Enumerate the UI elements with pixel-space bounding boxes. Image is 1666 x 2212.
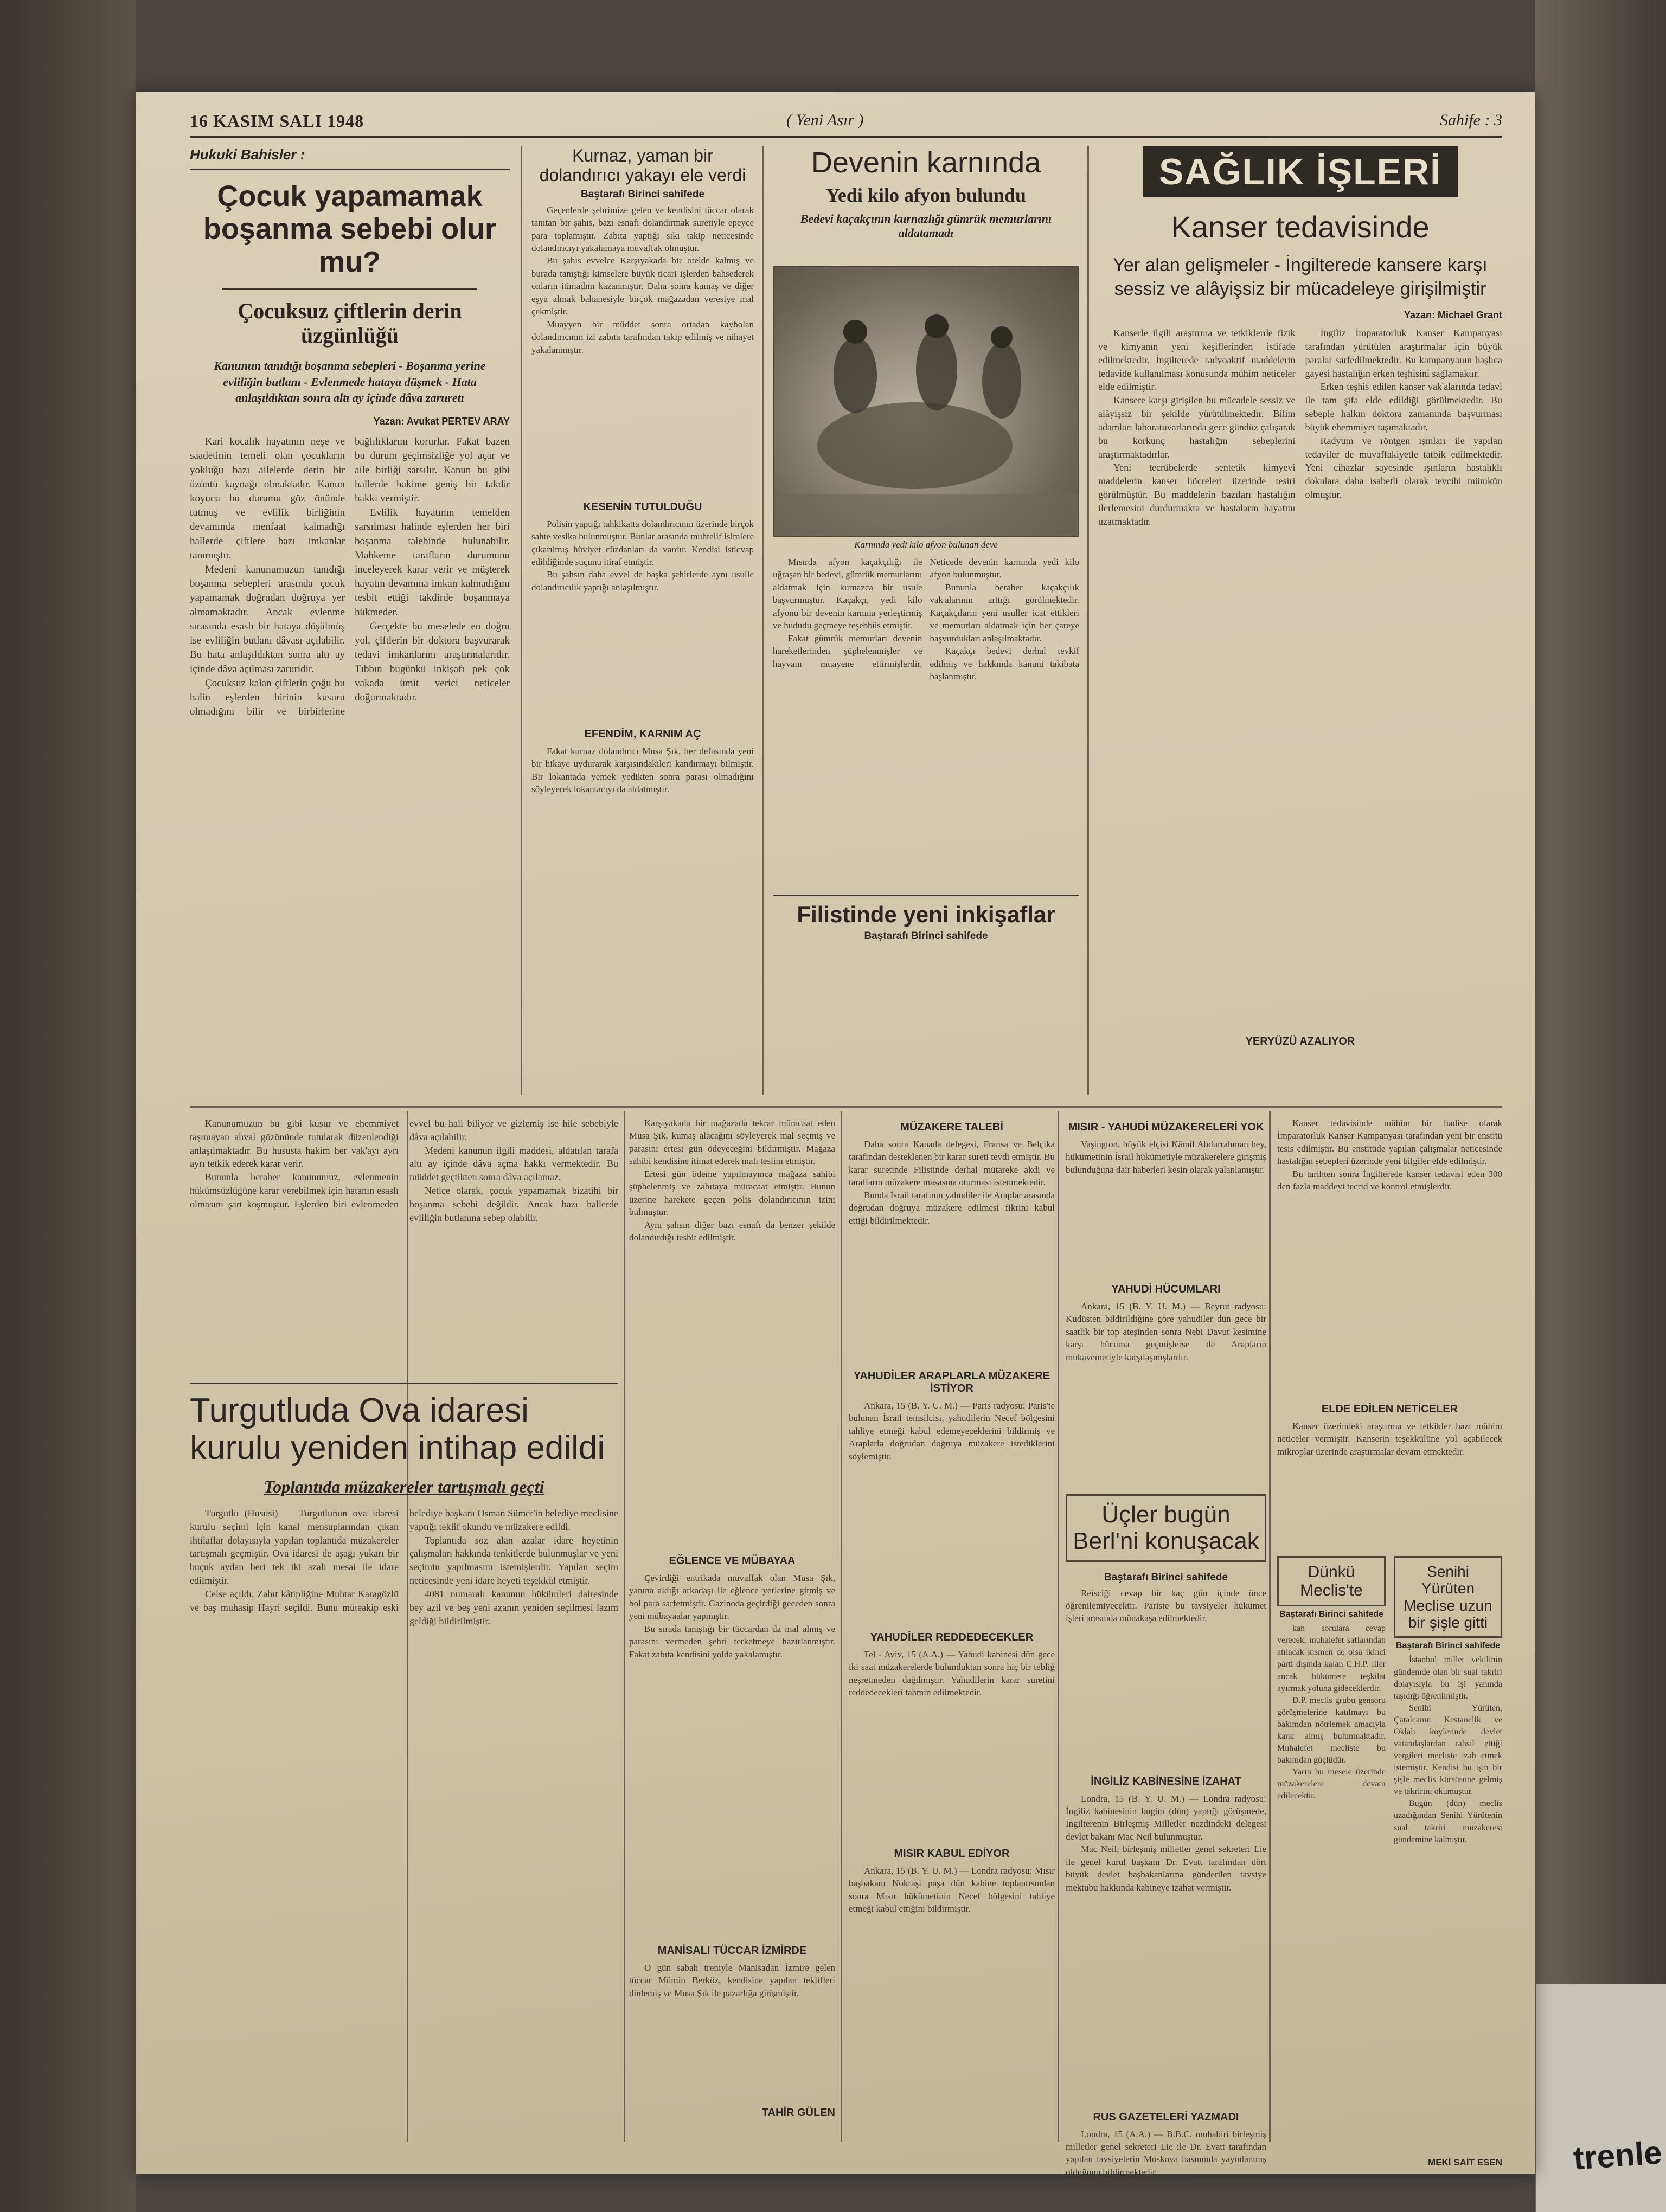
article-signature: MEKİ SAİT ESEN	[1428, 2157, 1502, 2168]
article-kicker: Hukuki Bahisler :	[190, 146, 305, 163]
article-body: Ankara, 15 (B. Y. U. M.) — Paris radyosu: Paris'te bulunan İsrail temsilcisi, yahudilerin Necef bölgesini tahliye etmeği kabul edemeyeceklerini bildirmiş ve Araplarla doğrudan doğruya müzakere istediklerini söylemiştir.	[849, 1400, 1055, 1462]
article-assembly	[1277, 1556, 1386, 2176]
article-body: Turgutlu (Hususi) — Turgutlunun ova idaresi kurulu seçimi için kanal mensuplarından çıkan ihtilaflar dolayısıyla yapılan toplantıda müzakereler tartışmalı geçmiştir. Ova idaresi de aşağı yukarı bir buçuk aydan beri tek iki azalı mesai ile idare edilmiştir. Celse açıldı. Zabıt kâtipliğine Muhtar Karagözlü ve baş muhasip Hayri seçildi. Bunu müteakip eski belediye başkanı Osman Sümer'in belediye meclisine yaptığı teklif okundu ve müzakere edildi. Toplantıda söz alan azalar idare heyetinin çalışmaları hakkında tenkitlerde bulunmuşlar ve yeni seçimin yapılmasını istemişlerdir. Yapılan seçim neticesinde yeni idare heyeti teşekkül etmiştir. 4081 numaralı kanunun hükümleri dairesinde bey azil ve beş yeni azanın yeniden seçilmesi lazım geldiği bildirilmiştir.	[190, 1507, 618, 1626]
article-body: Reisciği cevap bir kaç gün içinde önce öğrenilemiyecektir. Pariste bu tavsiyeler hükümet işleri arasında münakaşa edilmektedir.	[1066, 1587, 1266, 1624]
continued-label: Baştarafı Birinci sahifede	[580, 188, 705, 200]
article-cancer-continued	[1277, 1117, 1502, 1561]
article-swindler-continued	[629, 1117, 835, 2119]
health-section-badge: SAĞLIK İŞLERİ	[1143, 146, 1458, 197]
article-deck: Yer alan gelişmeler - İngilterede kansere karşı sessiz ve alâyişsiz bir mücadeleye girişilmiştir	[1113, 254, 1488, 299]
assembly-headline-box	[1277, 1556, 1386, 1606]
article-body: Londra, 15 (B. Y. U. M.) — Londra radyosu: İngiliz kabinesinin bugün (dün) yaptığı görüşmede, İngilterenin Birleşmiş Milletler nezdindeki delegesi devlet bakanı Mac Neil bulunmuştur. Mac Neil, birleşmiş milletler genel sekreteri Lie ile genel kurul başkanı Dr. Evatt tarafından dört büyük devlet başbakanlarına gönderilen tavsiye mektubu hakkında kabineye izahat vermiştir.	[1066, 1793, 1266, 1893]
article-headline: Turgutluda Ova idaresi kurulu yeniden intihap edildi	[190, 1392, 605, 1467]
subsection-heading: EFENDİM, KARNIM AÇ	[584, 728, 701, 740]
article-body: Kanser tedavisinde mühim bir hadise olarak İmparatorluk Kanser Kampanyası tarafından yeni bir enstitü tesis edilmiştir. Bu enstitüde yapılan çalışmalar neticesinde hastalığın sebepleri üzerinde yeni bilgiler elde edilmiştir. Bu tarihten sonra İngilterede kanser tedavisi eden 300 den fazla maddeyi tecrid ve kontrol etmişlerdir.	[1277, 1118, 1502, 1192]
continued-label: Baştarafı Birinci sahifede	[1279, 1610, 1384, 1619]
subsection-heading: MISIR - YAHUDİ MÜZAKERELERİ YOK	[1068, 1121, 1264, 1133]
article-body: Daha sonra Kanada delegesi, Fransa ve Belçika tarafından desteklenen bir karar sureti tevdi etmiştir. Bu karar suretinde Filistinde derhal mütareke akdi ve tarafların müzakere masasına oturması istenmektedir. Bunda İsrail tarafının yahudiler ile Araplar arasında doğrudan doğruya müzakere edilmesi fikrini kabul ettiği bildirilmektedir.	[849, 1139, 1055, 1226]
page-header	[190, 106, 1502, 138]
camel-photo-illustration	[774, 267, 1079, 537]
article-subheadline: Çocuksuz çiftlerin derin üzgünlüğü	[238, 299, 462, 348]
subsection-heading: YAHUDİLER REDDEDECEKLER	[870, 1631, 1034, 1643]
article-body: Ankara, 15 (B. Y. U. M.) — Beyrut radyosu: Kudüsten bildirildiğine göre yahudiler dün gece bir saatlik bir top ateşinden sonra Nebi Davut kesimine karşı hücuma geçmişlerse de Arapların mukavemetiyle karşılaşmışlardır.	[1066, 1301, 1266, 1362]
article-headline: Filistinde yeni inkişaflar	[797, 902, 1055, 927]
subsection-heading: YAHUDİLER ARAPLARLA MÜZAKERE İSTİYOR	[853, 1370, 1050, 1394]
article-body: kan sorulara cevap verecek, muhalefet saflarından atılacak kısmen de olsa ikinci parti dışında kalan C.H.P. liler ancak hükümete teşkilat ayırmak yoluna gideceklerdir. D.P. meclis grubu gensoru görüşmelerine katılmayı bu bakımdan nötrlemek amacıyla karar almış bulunmaktadır. Muhalefet mecliste bu bakımdan güçlüdür. Yarın bu mesele üzerinde müzakerelere devam edilecektir.	[1277, 1624, 1386, 1801]
continued-label: Baştarafı Birinci sahifede	[1104, 1571, 1228, 1583]
article-body: O gün sabah treniyle Manisadan İzmire gelen tüccar Mümin Berköz, kendisine yapılan teklifleri dinlemiş ve Musa Şık ile pazarlığa girişmiştir.	[629, 1963, 835, 1998]
article-palestine-continued	[849, 1117, 1055, 2027]
article-body: Çevirdiği entrikada muvaffak olan Musa Şık, yanına aldığı arkadaşı ile eğlence yerlerine gitmiş ve bol para sarfetmiştir. Gazinoda geçirdiği geceden sonra yeni mübayaalar yapmıştır. Bu sırada tanıştığı bir tüccardan da mal almış ve parasını vermeden şehri terketmeye hazırlanmıştır. Fakat zabıta kendisini yolda yakalamıştır.	[629, 1573, 835, 1660]
subsection-heading: YAHUDİ HÜCUMLARI	[1111, 1283, 1221, 1295]
berlin-headline-box	[1066, 1494, 1266, 1562]
article-deck: Toplantıda müzakereler tartışmalı geçti	[264, 1476, 544, 1496]
article-deck: Kanunun tanıdığı boşanma sebepleri - Boşanma yerine evliliğin butlanı - Evlenmede hataya düşmek - Hata anlaşıldıktan sonra altı ay içinde dâva zaruretı	[214, 359, 486, 405]
column-rule	[521, 146, 522, 1095]
column-rule	[841, 1111, 842, 2142]
article-swindler	[531, 146, 754, 929]
photo-caption: Karnında yedi kilo afyon bulunan deve	[854, 539, 998, 550]
header-page-number: Sahife : 3	[1440, 111, 1502, 129]
column-rule	[624, 1111, 625, 2142]
subsection-heading: İNGİLİZ KABİNESİNE İZAHAT	[1091, 1775, 1241, 1787]
subsection-heading: MANİSALI TÜCCAR İZMİRDE	[657, 1945, 807, 1957]
article-body: Kanserle ilgili araştırma ve tetkiklerde fizik ve kimyanın yeni keşiflerinden istifade edilmektedir. İngilterede radyoaktif maddelerin tedavide kullanılması konusunda mühim neticeler elde edilmiştir. Kansere karşı girişilen bu mücadele sessiz ve alâyişsiz bir şekilde yürütülmektedir. Bilim adamları laboratuvarlarında gece gündüz çalışarak bu korkunç hastalığın sebeplerini araştırmaktadırlar. Yeni tecrübelerde sentetik kimyevi maddelerin kanser hücreleri üzerinde tesiri görülmüştür. Bu maddelerin bazıları hastalığın ilerlemesini durdurmakta ve hastaların hayatını uzatmaktadır. İngiliz İmparatorluk Kanser Kampanyası tarafından yürütülen araştırmalar için büyük paralar sarfedilmektedir. Bu kampanyanın başlıca gayesi hastalığın erken teşhisini sağlamaktır. Erken teşhis edilen kanser vak'alarında tedavi ile tam şifa elde edildiği görülmektedir. Bu sebeple halkın doktora zamanında başvurması büyük ehemmiyet taşımaktadır. Radyum ve röntgen ışınları ile yapılan tedaviler de muvaffakiyetle tatbik edilmektedir. Yeni cihazlar sayesinde ışınların hastalıklı dokulara daha isabetli olarak tevcihi mümkün olmuştur.	[1098, 327, 1502, 527]
article-body: Londra, 15 (A.A.) — B.B.C. muhabiri birleşmiş milletler genel sekreteri Lie ile Dr. Evatt tarafından yapılan tavsiyelerin Moskova basınında yayınlanmış olduğunu bildirmektedir.	[1066, 2129, 1266, 2177]
article-headline: Dünkü Meclis'te	[1300, 1563, 1363, 1599]
subsection-heading: RUS GAZETELERİ YAZMADI	[1093, 2111, 1239, 2123]
subsection-heading: ELDE EDİLEN NETİCELER	[1321, 1403, 1458, 1415]
camel-photo	[773, 266, 1079, 537]
subsection-heading: KESENİN TUTULDUĞU	[583, 500, 702, 513]
background-right	[1535, 0, 1666, 2212]
senihi-headline-box	[1394, 1556, 1502, 1638]
article-subheadline: Yedi kilo afyon bulundu	[825, 184, 1027, 207]
continued-label: Baştarafı Birinci sahifede	[1395, 1641, 1501, 1651]
article-deck: Bedevi kaçakçının kurnazlığı gümrük memurlarını aldatamadı	[800, 211, 1052, 240]
subsection-heading: MISIR KABUL EDİYOR	[894, 1848, 1010, 1860]
article-body: Kanunumuzun bu gibi kusur ve ehemmiyet taşımayan ahval gözönünde tutularak düzenlendiği anlaşılmaktadır. Bu hususta hakim her vak'ayı ayrı ayrı tetkik ederek karar verir. Bununla beraber kanunumuz, evlenmenin hükümsüzlüğüne karar verebilmek için hatanın esaslı olmasını şart koşmuştur. Eşlerden biri evlenmeden evvel bu hali biliyor ve gizlemiş ise hile sebebiyle dâva açılabilir. Medeni kanunun ilgili maddesi, aldatılan tarafa altı ay içinde dâva açma hakkı vermektedir. Bu müddet geçtikten sonra dâva açılamaz. Netice olarak, çocuk yapamamak bizatihi bir boşanma sebebi değildir. Ancak bazı hallerde evliliğin butlanına sebep olabilir.	[190, 1118, 618, 1223]
header-date: 16 KASIM SALI 1948	[190, 111, 364, 131]
article-palestine	[773, 895, 1079, 946]
article-headline: Senihi Yürüten Meclise uzun bir şişle gitti	[1404, 1563, 1492, 1631]
article-headline: Devenin karnında	[811, 146, 1041, 179]
background-left	[0, 0, 136, 2212]
article-body: Mısırda afyon kaçakçılığı ile uğraşan bir bedevi, gümrük memurlarını aldatmak için kurnazca bir usule başvurmuştur. Kaçakçı, yedi kilo afyonu bir devenin karnına yerleştirmiş ve hududu geçmeye teşebbüs etmiştir. Fakat gümrük memurları devenin hareketlerinden şüphelenmişler ve hayvanı muayene ettirmişlerdir. Neticede devenin karnında yedi kilo afyon bulunmuştur. Bununla beraber kaçakçılık vak'alarının arttığı görülmektedir. Kaçakçıların yeni usuller icat ettikleri ve memurları aldatmak için her çareye başvurdukları anlaşılmaktadır. Kaçakçı bedevi derhal tevkif edilmiş ve hakkında kanuni takibata başlanmıştır.	[773, 557, 1079, 682]
article-body: Tel - Aviv, 15 (A.A.) — Yahudi kabinesi dün gece iki saat müzakerelerde bulunduktan sonra hiç bir tebliğ neşretmeden dağılmıştır. Yahudilerin karar suretini reddedecekleri tahmin edilmektedir.	[849, 1649, 1055, 1698]
article-headline: Kurnaz, yaman bir dolandırıcı yakayı ele verdi	[539, 146, 746, 185]
article-byline: Yazan: Michael Grant	[1404, 310, 1502, 321]
article-egypt-berlin	[1066, 1117, 1266, 2212]
corner-text: trenle	[1572, 2134, 1663, 2177]
article-turgutlu	[190, 1382, 618, 2049]
header-paper-name: ( Yeni Asır )	[786, 111, 864, 129]
article-divorce-continued	[190, 1117, 618, 1377]
column-rule	[762, 146, 764, 1095]
article-divorce	[190, 146, 510, 1004]
background-paper-corner	[1536, 1984, 1666, 2212]
article-senihi	[1394, 1556, 1502, 2168]
article-body: Kari kocalık hayatının neşe ve saadetinin temeli olan çocukların yokluğu bazı ailelerde derin bir üzüntü kaynağı olmaktadır. Kanun koyucu bu durumu göz önünde tutmuş ve evlilik birliğinin devamında menfaat kalmadığı hallerde çiftlere bazı imkanlar tanımıştır. Medeni kanunumuzun tanıdığı boşanma sebepleri arasında çocuk yapamamak doğrudan doğruya yer almamaktadır. Ancak evlenme sırasında esaslı bir hataya düşülmüş ise evliliğin butlanı dâvası açılabilir. Bu hata anlaşıldıktan sonra altı ay içinde dâva açılması zaruridir. Çocuksuz kalan çiftlerin çoğu bu halin eşlerden birinin kusuru olmadığını bilir ve birbirlerine bağlılıklarını korurlar. Fakat bazen bu durum geçimsizliğe yol açar ve aile birliği sarsılır. Kanun bu gibi hallerde hakime geniş bir takdir hakkı vermiştir. Evlilik hayatının temelden sarsılması halinde eşlerden her biri boşanma talebinde bulunabilir. Mahkeme tarafların durumunu inceleyerek karar verir ve müşterek hayatın devamına imkan kalmadığını tesbit ettiği takdirde boşanmaya hükmeder. Gerçekte bu meselede en doğru yol, çiftlerin bir doktora başvurarak tedavi imkanlarını araştırmalarıdır. Tıbbın bugünkü inkişafı pek çok vakada ümit verici neticeler doğurmaktadır.	[190, 436, 510, 718]
column-rule	[1269, 1111, 1271, 2142]
article-body: Karşıyakada bir mağazada tekrar müracaat eden Musa Şık, kumaş alacağını söyleyerek mal seçmiş ve parasını ertesi gün ödeyeceğini bildirmiştir. Mağaza sahibi kendisine itimat ederek malı teslim etmiştir. Ertesi gün ödeme yapılmayınca mağaza sahibi şüphelenmiş ve zabıtaya müracaat etmiştir. Bunun üzerine harekete geçen polis dolandırıcının izini bulmuştur. Aynı şahsın diğer bazı esnafı da benzer şekilde dolandırdığı tesbit edilmiştir.	[629, 1118, 835, 1243]
column-rule	[1058, 1111, 1059, 2142]
article-headline: Çocuk yapamamak boşanma sebebi olur mu?	[203, 180, 497, 278]
article-body: Vaşington, büyük elçisi Kâmil Abdurrahman bey, hükümetinin İsrail hükümetiyle müzakerelere girişmiş bulunduğuna dair haberleri kesin olarak yalanlamıştır.	[1066, 1139, 1266, 1175]
newspaper-page	[136, 92, 1535, 2177]
subsection-heading: MÜZAKERE TALEBİ	[900, 1121, 1003, 1133]
article-headline: Üçler bugün Berl'ni konuşacak	[1073, 1501, 1259, 1555]
article-body: Polisin yaptığı tahkikatta dolandırıcının üzerinde birçok sahte vesika bulunmuştur. Bunlar arasında muhtelif isimlere çıkarılmış hüviyet cüzdanları da vardır. Kendisi isticvap edildiğinde suçunu itiraf etmiştir. Bu şahsın daha evvel de başka şehirlerde aynı usulle dolandırıcılık yaptığı anlaşılmıştır.	[531, 518, 754, 593]
article-headline: Kanser tedavisinde	[1171, 210, 1430, 244]
article-body: Geçenlerde şehrimize gelen ve kendisini tüccar olarak tanıtan bir şahıs, bazı esnafı dolandırmak suretiyle epeyce para toplamıştır. Zabıta yaptığı sıkı takip neticesinde dolandırıcıyı yakalamaya muvaffak olmuştur. Bu şahıs evvelce Karşıyakada bir otelde kalmış ve burada tanıştığı kimselere büyük ticari işlerden bahsederek onların itimadını kazanmıştır. Daha sonra kumaş ve diğer eşya almak bahanesiyle birçok mağazadan veresiye mal çekmiştir. Muayyen bir müddet sonra ortadan kaybolan dolandırıcının izi zabıta tarafından takip edilmiş ve nihayet yakalanmıştır.	[531, 204, 754, 355]
article-camel	[773, 146, 1079, 246]
subsection-heading: EĞLENCE VE MÜBAYAA	[669, 1555, 796, 1567]
article-body: Fakat kurnaz dolandırıcı Musa Şık, her defasında yeni bir hikaye uydurarak karşısındakileri kandırmayı bilmiştir. Bir lokantada yemek yedikten sonra parası olmadığını söyleyerek lokantacıyı da aldatmıştır.	[531, 745, 754, 795]
continued-label: Baştarafı Birinci sahifede	[864, 930, 988, 942]
article-body: Kanser üzerindeki araştırma ve tetkikler bazı mühim neticeler vermiştir. Kanserin teşekkülüne yol açabilecek mikroplar üzerinde araştırmalar devam etmektedir.	[1277, 1421, 1502, 1457]
column-rule	[1087, 146, 1089, 1095]
article-cancer	[1098, 146, 1502, 1052]
article-byline: Yazan: Avukat PERTEV ARAY	[373, 416, 510, 427]
article-body: İstanbul millet vekilinin gündemde olan bir sual takriri dolayısıyla bu işi yanında taşıdığı öğrenilmiştir. Senihi Yürüten, Çatalcanın Kestanelik ve Oklalı köylerinde devlet vatandaşlardan tahsil ettiği vergileri mecliste izah etmek istemiştir. Kendisi bu işin bir şişle meclis kürsüsüne gelmiş ve takririni okumuştur. Bugün (dün) meclis uzadığından Senihi Yürütenin sual takriri müzakeresi gündemine kalmıştır.	[1394, 1655, 1502, 1844]
article-body: Ankara, 15 (B. Y. U. M.) — Londra radyosu: Mısır başbakanı Nokraşi paşa dün kabine toplantısından sonra Mısır hükümetinin Necef bölgesini tahliye etmeği kabul ettiğini bildirmiştir.	[849, 1866, 1055, 1914]
camel-caption-block	[773, 539, 1079, 892]
section-rule	[190, 1106, 1502, 1108]
subsection-heading: YERYÜZÜ AZALIYOR	[1245, 1036, 1355, 1048]
article-signature: TAHİR GÜLEN	[761, 2107, 835, 2119]
